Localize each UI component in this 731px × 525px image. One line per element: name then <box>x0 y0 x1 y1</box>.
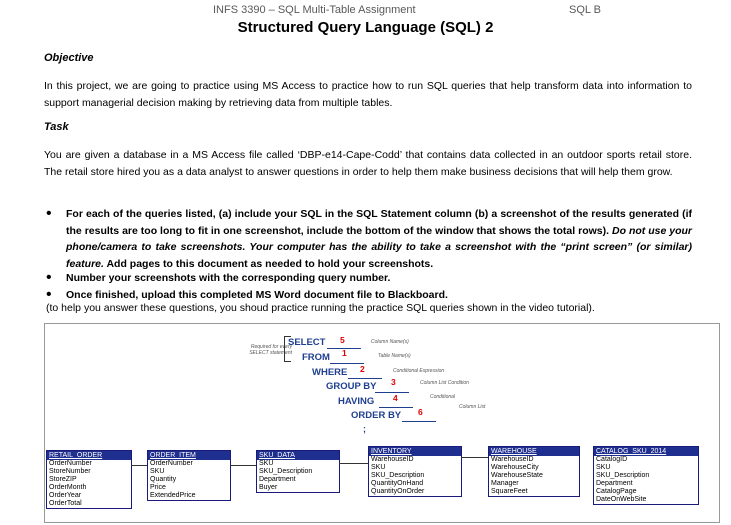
clause-where: WHERE <box>312 367 348 378</box>
relationship-line <box>461 457 488 458</box>
table-retail-order <box>46 450 132 509</box>
required-note: Required for every SELECT statement <box>249 344 292 356</box>
clause-order-by: ORDER BY <box>351 410 402 421</box>
task-heading: Task <box>44 121 69 133</box>
table-name: ORDER_ITEM <box>148 451 230 460</box>
clause-group-by: GROUP BY <box>326 381 377 392</box>
table-field: SquareFeet <box>491 488 528 495</box>
table-sku-data <box>256 450 340 493</box>
table-name: RETAIL_ORDER <box>47 451 131 460</box>
bullet-upload: Once finished, upload this completed MS Word document file to Blackboard. <box>66 289 448 301</box>
clause-hint: Conditional <box>430 394 456 400</box>
table-field: Buyer <box>259 484 278 491</box>
table-field: OrderMonth <box>49 484 87 491</box>
clause-select: SELECT <box>288 337 326 348</box>
table-field: StoreNumber <box>49 468 91 475</box>
relationship-line <box>230 465 256 466</box>
table-name: CATALOG_SKU_2014 <box>594 447 698 456</box>
header-course: INFS 3390 – SQL Multi-Table Assignment <box>213 4 416 16</box>
sql-diagram-figure <box>44 323 720 523</box>
objective-text: In this project, we are going to practice using MS Access to practice how to run SQL queries that help transform data into information to support managerial decision making by retrieving data from multiple tables. <box>44 80 692 109</box>
table-catalog-sku-2014 <box>593 446 699 505</box>
table-field: OrderTotal <box>49 500 82 507</box>
bullet-marker: • <box>46 269 52 286</box>
bullet-numbering: Number your screenshots with the corresponding query number. <box>66 272 391 284</box>
table-field: OrderNumber <box>49 460 92 467</box>
table-field: WarehouseState <box>491 472 543 479</box>
header-section: SQL B <box>569 4 601 16</box>
objective-heading: Objective <box>44 52 94 64</box>
table-name: INVENTORY <box>369 447 461 456</box>
table-field: QuantityOnOrder <box>371 488 425 495</box>
clause-number: 4 <box>393 393 398 403</box>
table-field: DateOnWebSite <box>596 496 647 503</box>
table-field: OrderYear <box>49 492 82 499</box>
relationship-line <box>339 463 368 464</box>
clause-hint: Table Name(s) <box>378 353 411 359</box>
table-field: SKU <box>259 460 274 467</box>
clause-hint: Column List <box>459 404 486 410</box>
bullet-screenshots: For each of the queries listed, (a) include your SQL in the SQL Statement column (b) a screenshot of the results generated (if the results are too long to fit in one screenshot, include the bottom of the window that shows the total rows). Do not use your phone/camera to take screenshots. Your computer has the ability to take a screenshot with the “print screen” (or similar) feature. Add pages to this document as needed to hold your screenshots. <box>66 208 692 270</box>
table-field: Manager <box>491 480 519 487</box>
table-order-item <box>147 450 231 501</box>
table-field: WarehouseID <box>371 456 414 463</box>
table-field: SKU <box>371 464 386 471</box>
clause-having: HAVING <box>338 396 375 407</box>
table-name: WAREHOUSE <box>489 447 579 456</box>
relationship-line <box>131 465 147 466</box>
clause-hint: Column Name(s) <box>371 339 409 345</box>
table-field: SKU_Description <box>259 468 313 475</box>
table-warehouse <box>488 446 580 497</box>
document-title: Structured Query Language (SQL) 2 <box>237 19 494 36</box>
task-text: You are given a database in a MS Access file called ‘DBP-e14-Cape-Codd’ that contains data collected in an outdoor sports retail store. The retail store hired you as a data analyst to answer questions in order to help them make business decisions that will help them grow. <box>44 149 692 178</box>
table-field: ExtendedPrice <box>150 492 196 499</box>
table-field: Department <box>259 476 296 483</box>
table-field: QuantityOnHand <box>371 480 424 487</box>
table-field: Department <box>596 480 633 487</box>
table-field: CatalogPage <box>596 488 637 495</box>
statement-terminator: ; <box>363 424 366 434</box>
table-field: WarehouseCity <box>491 464 539 471</box>
clause-from: FROM <box>302 352 330 363</box>
table-field: OrderNumber <box>150 460 193 467</box>
table-inventory <box>368 446 462 497</box>
table-field: CatalogID <box>596 456 628 463</box>
clause-hint: Column List Condition <box>420 380 469 386</box>
table-field: StoreZIP <box>49 476 77 483</box>
table-field: SKU <box>596 464 611 471</box>
table-field: SKU_Description <box>596 472 650 479</box>
table-field: Quantity <box>150 476 177 483</box>
bullet-marker: • <box>46 205 52 222</box>
clause-number: 3 <box>391 377 396 387</box>
table-field: SKU <box>150 468 165 475</box>
table-field: Price <box>150 484 166 491</box>
clause-number: 5 <box>340 335 345 345</box>
clause-number: 2 <box>360 364 365 374</box>
practice-note: (to help you answer these questions, you shoud practice running the practice SQL queries shown in the video tutorial). <box>46 302 595 314</box>
table-name: SKU_DATA <box>257 451 339 460</box>
table-field: SKU_Description <box>371 472 425 479</box>
table-field: WarehouseID <box>491 456 534 463</box>
clause-hint: Conditional Expression <box>393 368 445 374</box>
clause-number: 1 <box>342 348 347 358</box>
clause-number: 6 <box>418 407 423 417</box>
bullet-marker: • <box>46 286 52 303</box>
